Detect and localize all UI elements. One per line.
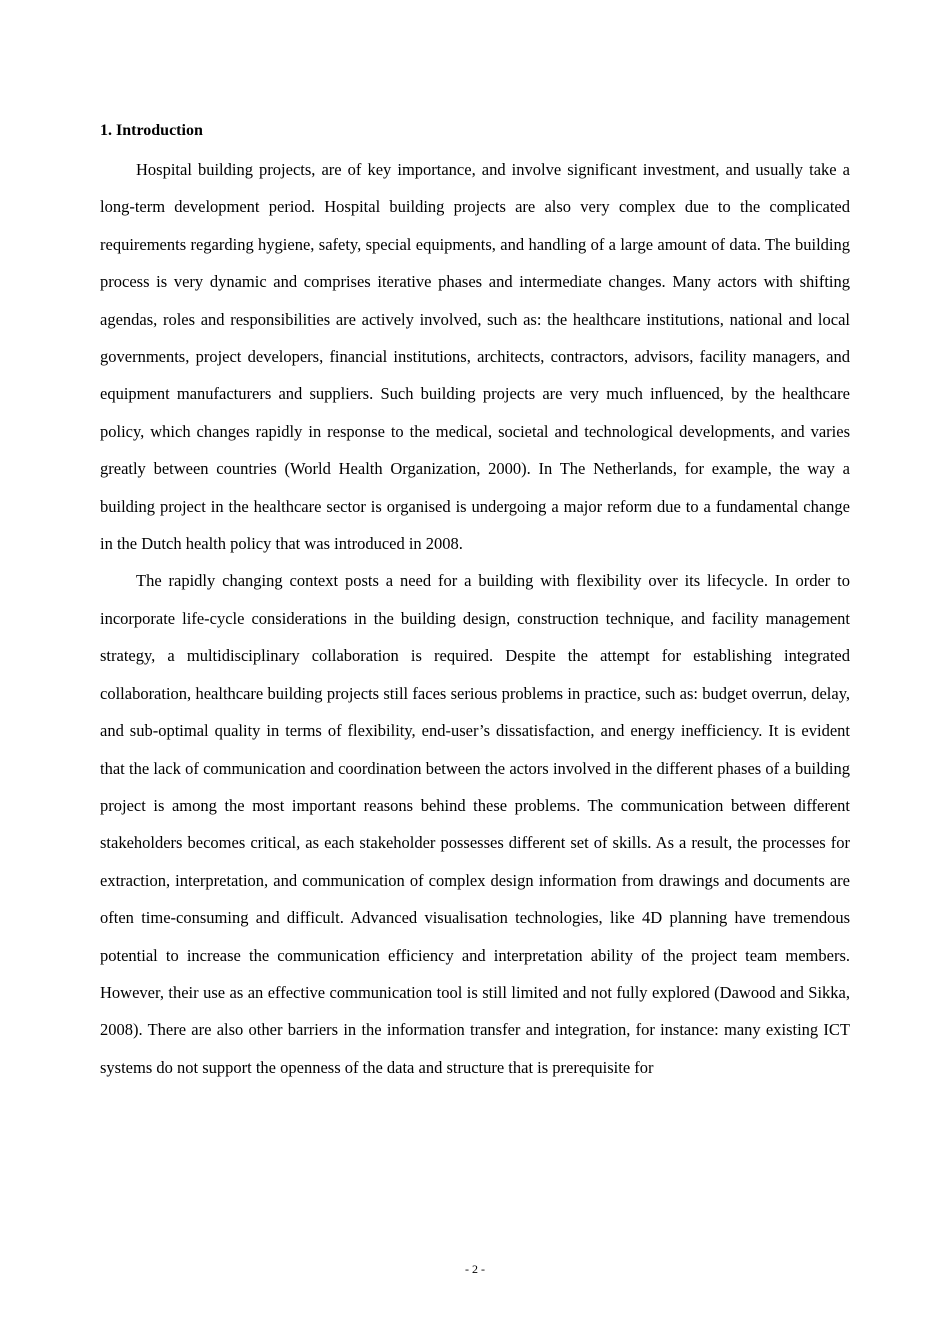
paragraph-2: The rapidly changing context posts a need for a building with flexibility over its lifecycle. In order to incorporate life-cycle considerations in the building design, construction technique, and facility management strategy, a multidisciplinary collaboration is required. Despite the attempt for establishing integrated collaboration, healthcare building projects still faces serious problems in practice, such as: budget overrun, delay, and sub-optimal quality in terms of flexibility, end-user’s dissatisfaction, and energy inefficiency. It is evident that the lack of communication and coordination between the actors involved in the different phases of a building project is among the most important reasons behind these problems. The communication between different stakeholders becomes critical, as each stakeholder possesses different set of skills. As a result, the processes for extraction, interpretation, and communication of complex design information from drawings and documents are often time-consuming and difficult. Advanced visualisation technologies, like 4D planning have tremendous potential to increase the communication efficiency and interpretation ability of the project team members. However, their use as an effective communication tool is still limited and not fully explored (Dawood and Sikka, 2008). There are also other barriers in the information transfer and integration, for instance: many existing ICT systems do not support the openness of the data and structure that is prerequisite for	[100, 571, 850, 1077]
page-body	[100, 117, 850, 1086]
section-heading: 1. Introduction	[100, 122, 203, 139]
paragraph-1: Hospital building projects, are of key importance, and involve significant investment, and usually take a long-term development period. Hospital building projects are also very complex due to the complicated requirements regarding hygiene, safety, special equipments, and handling of a large amount of data. The building process is very dynamic and comprises iterative phases and intermediate changes. Many actors with shifting agendas, roles and responsibilities are actively involved, such as: the healthcare institutions, national and local governments, project developers, financial institutions, architects, contractors, advisors, facility managers, and equipment manufacturers and suppliers. Such building projects are very much influenced, by the healthcare policy, which changes rapidly in response to the medical, societal and technological developments, and varies greatly between countries (World Health Organization, 2000). In The Netherlands, for example, the way a building project in the healthcare sector is organised is undergoing a major reform due to a fundamental change in the Dutch health policy that was introduced in 2008.	[100, 160, 850, 554]
page-number: - 2 -	[465, 1262, 485, 1276]
